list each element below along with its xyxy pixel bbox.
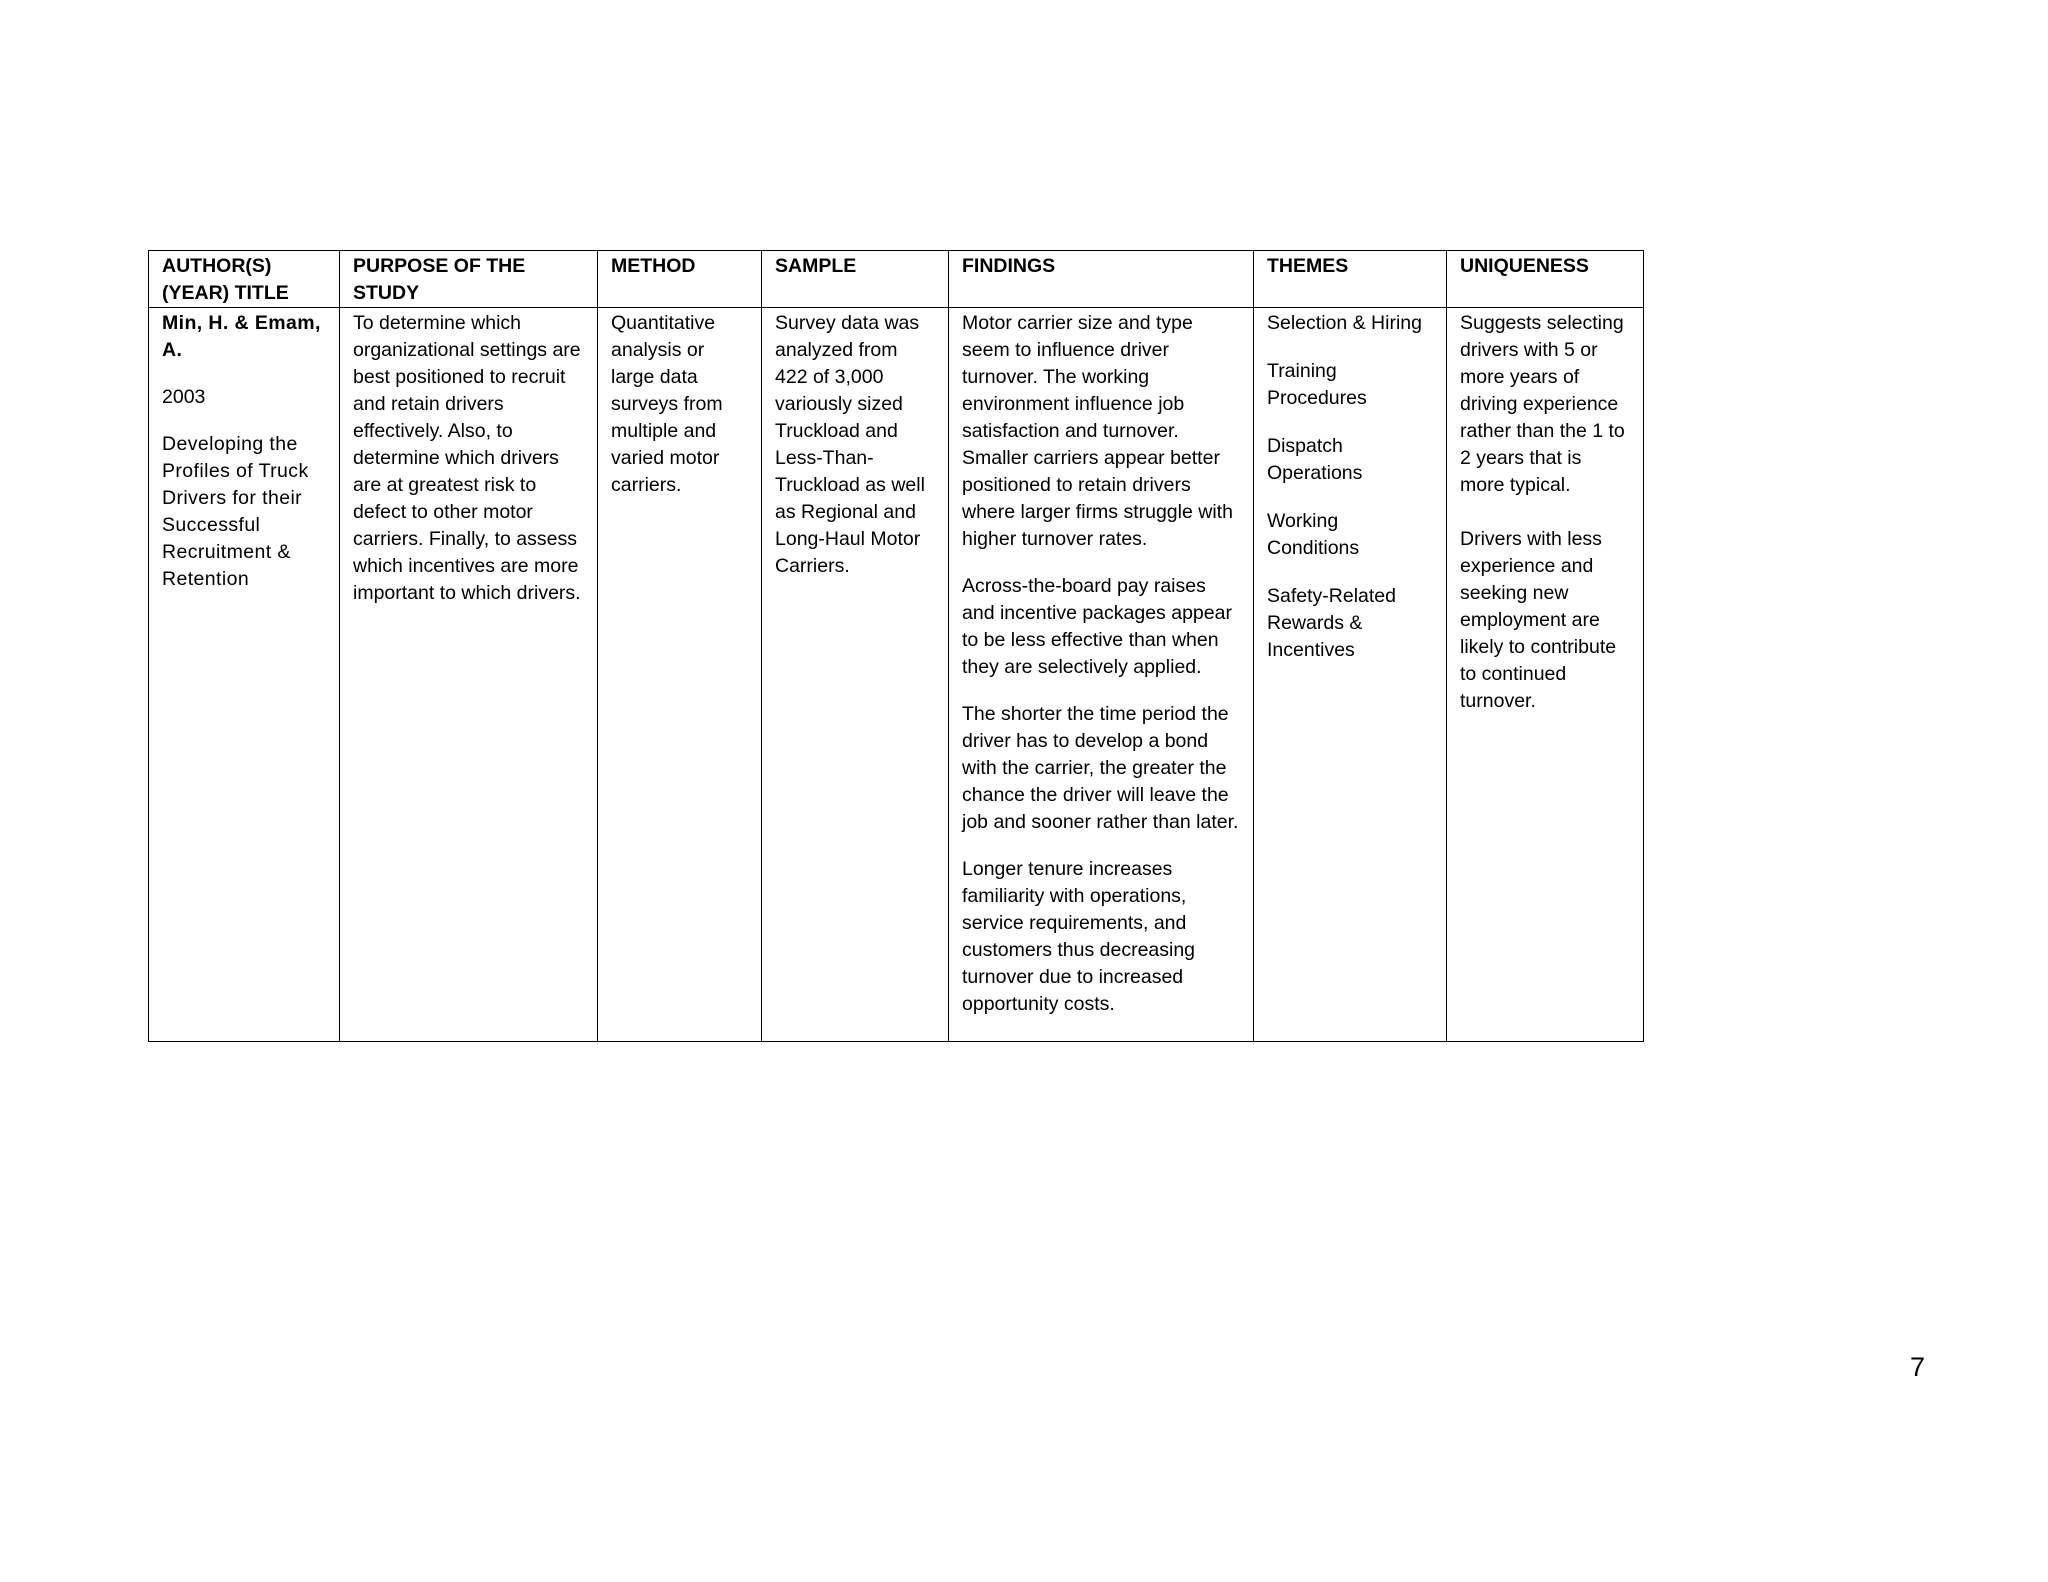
literature-review-table bbox=[148, 250, 1644, 1042]
finding-item: Across-the-board pay raises and incentive packages appear to be less effective than when they are selectively applied. bbox=[962, 575, 1232, 678]
table-header bbox=[149, 251, 1644, 308]
sample-text: Survey data was analyzed from 422 of 3,000 variously sized Truckload and Less-Than-Truckload as well as Regional and Long-Haul Motor Carriers. bbox=[775, 312, 925, 577]
header-row bbox=[149, 251, 1644, 308]
method-text: Quantitative analysis or large data surveys from multiple and varied motor carriers. bbox=[611, 312, 723, 496]
header-findings: FINDINGS bbox=[949, 251, 1254, 308]
header-authors: AUTHOR(S) (YEAR) TITLE bbox=[149, 251, 340, 308]
cell-themes bbox=[1254, 308, 1447, 1042]
table-row bbox=[149, 308, 1644, 1042]
finding-item: Longer tenure increases familiarity with operations, service requirements, and customers thus decreasing turnover due to increased opportunity costs. bbox=[962, 858, 1196, 1015]
header-method: METHOD bbox=[598, 251, 762, 308]
header-themes: THEMES bbox=[1254, 251, 1447, 308]
cell-uniqueness bbox=[1447, 308, 1644, 1042]
finding-item: Motor carrier size and type seem to influence driver turnover. The working environment influence job satisfaction and turnover. Smaller carriers appear better positioned to retain drivers where larger firms struggle with higher turnover rates. bbox=[962, 312, 1233, 550]
cell-method bbox=[598, 308, 762, 1042]
theme-item: Training Procedures bbox=[1267, 360, 1367, 409]
finding-item: The shorter the time period the driver has to develop a bond with the carrier, the greater the chance the driver will leave the job and sooner rather than later. bbox=[962, 703, 1239, 833]
study-title: Developing the Profiles of Truck Drivers for their Successful Recruitment & Retention bbox=[162, 433, 309, 590]
publication-year: 2003 bbox=[162, 386, 206, 408]
cell-findings bbox=[949, 308, 1254, 1042]
cell-sample bbox=[762, 308, 949, 1042]
theme-item: Dispatch Operations bbox=[1267, 435, 1363, 484]
table-body bbox=[149, 308, 1644, 1042]
purpose-text: To determine which organizational settings are best positioned to recruit and retain drivers effectively. Also, to determine which drivers are at greatest risk to defect to other motor carriers. Finally, to assess which incentives are more important to which drivers. bbox=[353, 312, 581, 604]
theme-item: Working Conditions bbox=[1267, 510, 1360, 559]
uniqueness-item: Suggests selecting drivers with 5 or more years of driving experience rather than the 1 to 2 years that is more typical. bbox=[1460, 312, 1625, 496]
theme-item: Selection & Hiring bbox=[1267, 312, 1422, 334]
theme-item: Safety-Related Rewards & Incentives bbox=[1267, 585, 1396, 661]
cell-purpose bbox=[340, 308, 598, 1042]
header-sample: SAMPLE bbox=[762, 251, 949, 308]
header-uniqueness: UNIQUENESS bbox=[1447, 251, 1644, 308]
uniqueness-item: Drivers with less experience and seeking new employment are likely to contribute to continued turnover. bbox=[1460, 528, 1617, 712]
page-number: 7 bbox=[1910, 1352, 1926, 1382]
header-purpose: PURPOSE OF THE STUDY bbox=[340, 251, 598, 308]
author-names: Min, H. & Emam, A. bbox=[162, 312, 321, 361]
cell-authors bbox=[149, 308, 340, 1042]
